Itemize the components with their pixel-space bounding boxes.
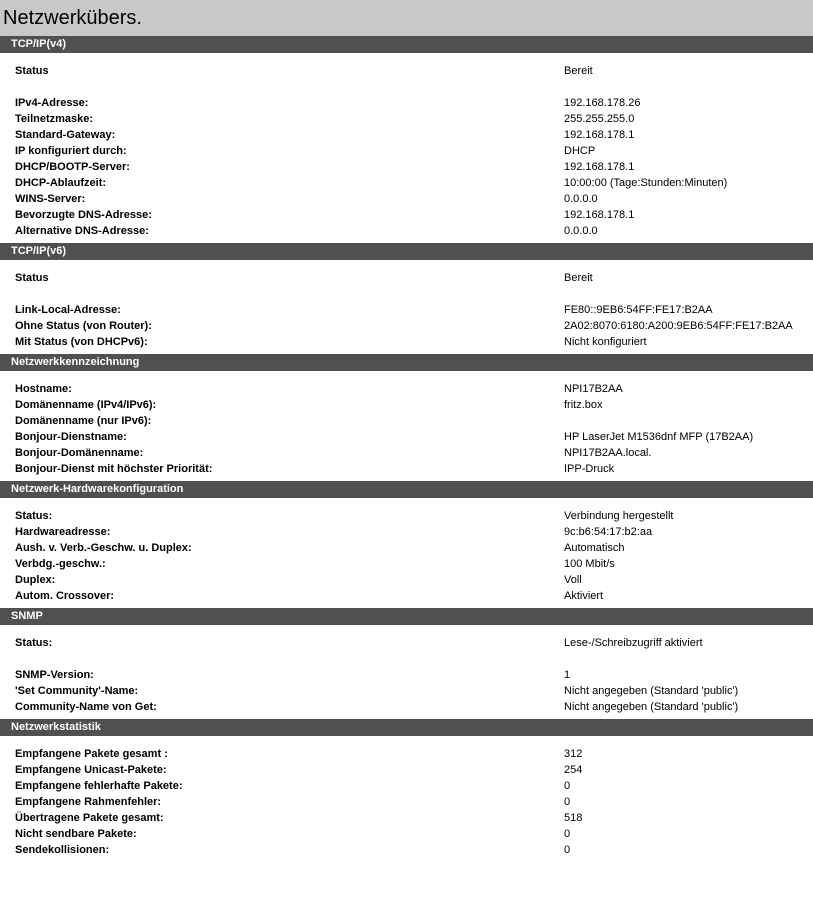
row-value: Verbindung hergestellt xyxy=(564,510,674,522)
row-label: Ohne Status (von Router): xyxy=(15,320,152,332)
table-row xyxy=(0,588,813,604)
row-value: 312 xyxy=(564,748,583,760)
table-row xyxy=(0,842,813,858)
row-value: 192.168.178.1 xyxy=(564,209,635,221)
row-value: NPI17B2AA.local. xyxy=(564,447,652,459)
row-label: Aush. v. Verb.-Geschw. u. Duplex: xyxy=(15,542,192,554)
row-value: 255.255.255.0 xyxy=(564,113,635,125)
row-value: Bereit xyxy=(564,65,593,77)
row-label: 'Set Community'-Name: xyxy=(15,685,139,697)
table-row xyxy=(0,413,813,429)
section-rows xyxy=(0,625,813,719)
row-value: Lese-/Schreibzugriff aktiviert xyxy=(564,637,703,649)
table-row xyxy=(0,826,813,842)
row-label: Domänenname (nur IPv6): xyxy=(15,415,152,427)
table-row xyxy=(0,111,813,127)
row-label: Nicht sendbare Pakete: xyxy=(15,828,137,840)
table-row xyxy=(0,445,813,461)
section-header: TCP/IP(v4) xyxy=(0,36,813,53)
section xyxy=(0,608,813,719)
row-label: Mit Status (von DHCPv6): xyxy=(15,336,148,348)
table-row xyxy=(0,159,813,175)
table-row xyxy=(0,508,813,524)
title-bar xyxy=(0,0,813,36)
row-value: IPP-Druck xyxy=(564,463,615,475)
row-value: Automatisch xyxy=(564,542,625,554)
row-value: 9c:b6:54:17:b2:aa xyxy=(564,526,653,538)
section-header: SNMP xyxy=(0,608,813,625)
row-label: Status xyxy=(15,272,49,284)
section-rows xyxy=(0,371,813,481)
table-row xyxy=(0,302,813,318)
row-label: Status xyxy=(15,65,49,77)
row-label: Status: xyxy=(15,510,53,522)
row-value: fritz.box xyxy=(564,399,603,411)
row-value: 0 xyxy=(564,844,571,856)
table-row xyxy=(0,397,813,413)
section-header: TCP/IP(v6) xyxy=(0,243,813,260)
section-header: Netzwerk-Hardwarekonfiguration xyxy=(0,481,813,498)
row-value: FE80::9EB6:54FF:FE17:B2AA xyxy=(564,304,713,316)
row-label: IP konfiguriert durch: xyxy=(15,145,127,157)
row-label: Empfangene Pakete gesamt : xyxy=(15,748,168,760)
table-row xyxy=(0,683,813,699)
table-row xyxy=(0,143,813,159)
row-value: Voll xyxy=(564,574,582,586)
row-label: Empfangene Rahmenfehler: xyxy=(15,796,162,808)
row-value: 192.168.178.26 xyxy=(564,97,641,109)
row-label: Bonjour-Dienstname: xyxy=(15,431,127,443)
table-row xyxy=(0,572,813,588)
table-row xyxy=(0,334,813,350)
row-value: 100 Mbit/s xyxy=(564,558,615,570)
content xyxy=(0,36,813,862)
row-label: Bonjour-Dienst mit höchster Priorität: xyxy=(15,463,213,475)
row-value: 254 xyxy=(564,764,583,776)
section-rows xyxy=(0,260,813,354)
table-row xyxy=(0,524,813,540)
table-row xyxy=(0,540,813,556)
row-label: Sendekollisionen: xyxy=(15,844,110,856)
row-value: HP LaserJet M1536dnf MFP (17B2AA) xyxy=(564,431,754,443)
row-value: Aktiviert xyxy=(564,590,604,602)
row-label: Bonjour-Domänenname: xyxy=(15,447,144,459)
section xyxy=(0,243,813,354)
row-label: DHCP-Ablaufzeit: xyxy=(15,177,107,189)
table-row xyxy=(0,191,813,207)
table-row xyxy=(0,461,813,477)
table-row xyxy=(0,223,813,239)
row-value: 192.168.178.1 xyxy=(564,161,635,173)
section xyxy=(0,719,813,862)
section xyxy=(0,36,813,243)
row-label: Empfangene Unicast-Pakete: xyxy=(15,764,167,776)
row-value: 2A02:8070:6180:A200:9EB6:54FF:FE17:B2AA xyxy=(564,320,793,332)
row-label: Empfangene fehlerhafte Pakete: xyxy=(15,780,183,792)
row-value: Nicht konfiguriert xyxy=(564,336,647,348)
table-row xyxy=(0,207,813,223)
row-label: Domänenname (IPv4/IPv6): xyxy=(15,399,157,411)
section-rows xyxy=(0,498,813,608)
row-label: Duplex: xyxy=(15,574,56,586)
table-row xyxy=(0,381,813,397)
row-label: Verbdg.-geschw.: xyxy=(15,558,106,570)
row-value: 518 xyxy=(564,812,583,824)
table-row xyxy=(0,318,813,334)
row-label: DHCP/BOOTP-Server: xyxy=(15,161,130,173)
row-value: Bereit xyxy=(564,272,593,284)
table-row xyxy=(0,429,813,445)
section xyxy=(0,481,813,608)
table-row xyxy=(0,699,813,715)
table-row xyxy=(0,778,813,794)
row-value: 0 xyxy=(564,780,571,792)
row-value: 192.168.178.1 xyxy=(564,129,635,141)
row-label: WINS-Server: xyxy=(15,193,86,205)
row-label: Hardwareadresse: xyxy=(15,526,111,538)
row-value: NPI17B2AA xyxy=(564,383,623,395)
table-row xyxy=(0,556,813,572)
table-row xyxy=(0,794,813,810)
table-row xyxy=(0,635,813,651)
row-label: Status: xyxy=(15,637,53,649)
row-label: Teilnetzmaske: xyxy=(15,113,94,125)
row-value: Nicht angegeben (Standard 'public') xyxy=(564,685,739,697)
row-value: 1 xyxy=(564,669,571,681)
row-value: 0.0.0.0 xyxy=(564,225,598,237)
page-title: Netzwerkübers. xyxy=(3,6,142,29)
table-row xyxy=(0,667,813,683)
table-row xyxy=(0,746,813,762)
row-label: Link-Local-Adresse: xyxy=(15,304,121,316)
row-label: Autom. Crossover: xyxy=(15,590,115,602)
row-value: Nicht angegeben (Standard 'public') xyxy=(564,701,739,713)
section-header: Netzwerkkennzeichnung xyxy=(0,354,813,371)
table-row xyxy=(0,270,813,286)
table-row xyxy=(0,63,813,79)
table-row xyxy=(0,127,813,143)
row-label: Übertragene Pakete gesamt: xyxy=(15,812,164,824)
section-rows xyxy=(0,736,813,862)
row-label: SNMP-Version: xyxy=(15,669,94,681)
row-label: Bevorzugte DNS-Adresse: xyxy=(15,209,152,221)
table-row xyxy=(0,175,813,191)
row-value: 0.0.0.0 xyxy=(564,193,598,205)
row-label: Standard-Gateway: xyxy=(15,129,116,141)
section xyxy=(0,354,813,481)
row-label: IPv4-Adresse: xyxy=(15,97,89,109)
row-label: Alternative DNS-Adresse: xyxy=(15,225,149,237)
table-row xyxy=(0,95,813,111)
row-value: 0 xyxy=(564,796,571,808)
section-header: Netzwerkstatistik xyxy=(0,719,813,736)
table-row xyxy=(0,810,813,826)
row-label: Hostname: xyxy=(15,383,72,395)
row-value: DHCP xyxy=(564,145,596,157)
row-value: 10:00:00 (Tage:Stunden:Minuten) xyxy=(564,177,728,189)
row-label: Community-Name von Get: xyxy=(15,701,157,713)
table-row xyxy=(0,762,813,778)
row-value: 0 xyxy=(564,828,571,840)
section-rows xyxy=(0,53,813,243)
